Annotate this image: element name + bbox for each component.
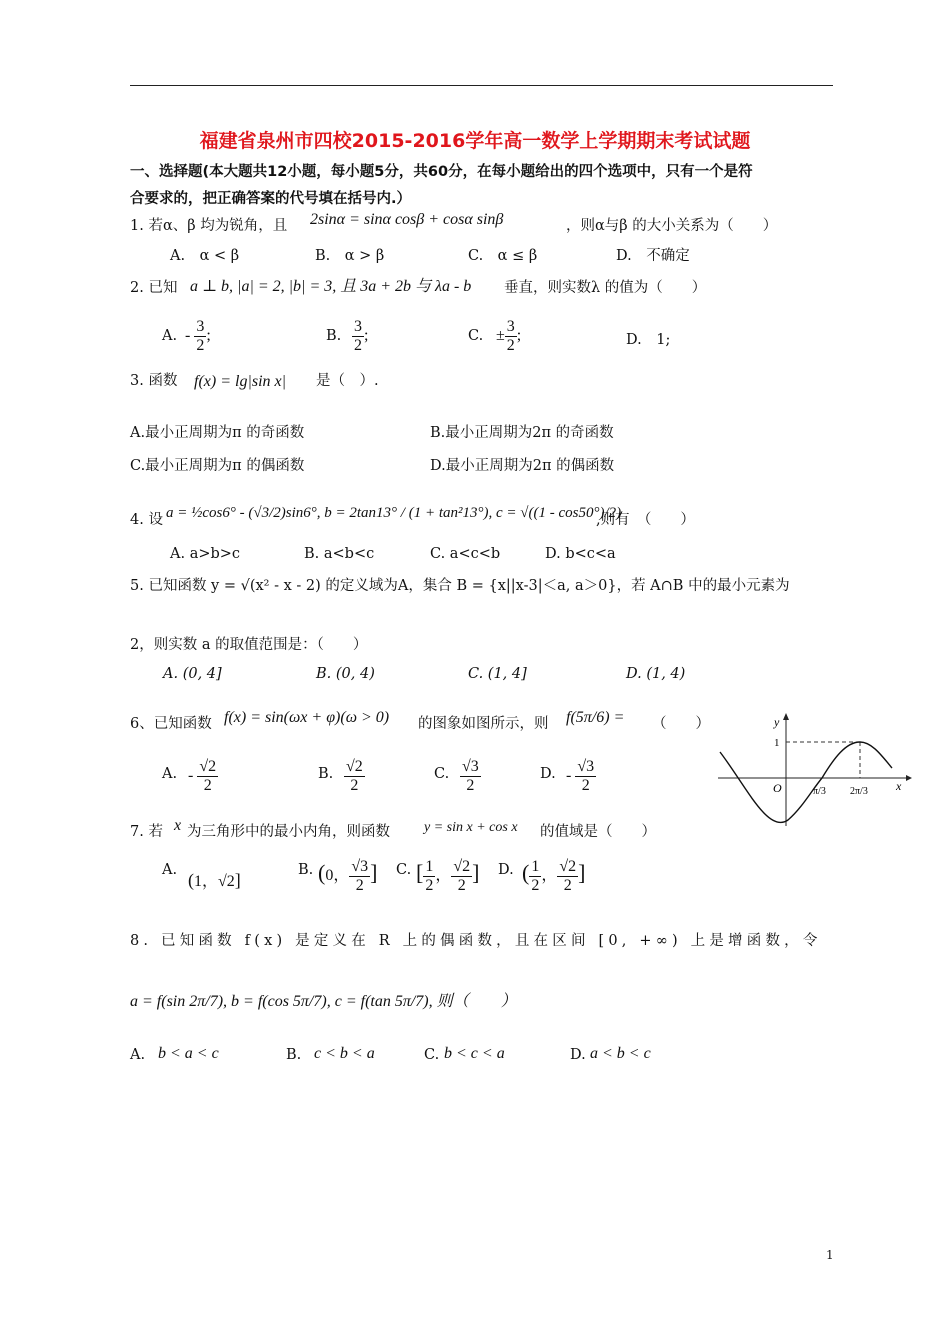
section-heading-line2: 合要求的，把正确答案的代号填在括号内.）	[130, 191, 412, 207]
q4-option-a: A. a>b>c	[170, 546, 241, 562]
q7-option-b: B.	[298, 862, 314, 878]
q7-var: x	[174, 817, 182, 834]
q6-option-b: B.	[318, 766, 334, 782]
q4-option-b: B. a<b<c	[304, 546, 375, 562]
q6-value-a-frac: $\frac{√2}{2}$	[199, 758, 217, 794]
q6-value-d: - $\frac{√3}{2}$	[566, 758, 595, 794]
q4-option-d: D. b<c<a	[545, 546, 616, 562]
q5-stem-line1: 5. 已知函数 y = √(x² - x - 2) 的定义域为A，集合 B = {x||x-3|＜a, a＞0}，若 A∩B 中的最小元素为	[130, 578, 790, 594]
q7-formula: y = sin x + cos x	[424, 820, 518, 835]
q6-formula2: f(5π/6) =	[566, 709, 625, 726]
q7-value-d: ( $\frac{1}{2}$ ， $\frac{√2}{2}$ ]	[522, 858, 586, 894]
q2-option-c: C.	[468, 328, 484, 344]
q6-stem-mid: 的图象如图所示，则	[418, 716, 549, 732]
q6-sine-graph	[716, 708, 912, 828]
q6-option-d: D.	[540, 766, 556, 782]
q7-value-d-frac2: $\frac{√2}{2}$	[559, 858, 577, 894]
y-axis-label: y	[774, 715, 780, 729]
x-axis-arrow-icon	[906, 775, 912, 781]
header-rule	[130, 85, 833, 86]
q2-value-c: ± $\frac{3}{2}$ ;	[496, 318, 522, 354]
q8-value-c: b < c < a	[444, 1045, 505, 1062]
q1-formula: 2sinα = sinα cosβ + cosα sinβ	[310, 211, 504, 228]
q3-option-b: B.最小正周期为2π 的奇函数	[430, 425, 614, 441]
q7-value-c: [ $\frac{1}{2}$ ， $\frac{√2}{2}$ ]	[416, 858, 480, 894]
q8-value-b: c < b < a	[314, 1045, 375, 1062]
q2-value-b-frac: $\frac{3}{2}$	[354, 318, 362, 354]
q8-option-c: C.	[424, 1047, 440, 1063]
q6-value-d-frac: $\frac{√3}{2}$	[577, 758, 595, 794]
q8-stem-line1: 8. 已知函数 f(x) 是定义在 R 上的偶函数，且在区间 [0, +∞) 上是增函数，令	[130, 933, 822, 949]
q4-option-c: C. a<c<b	[430, 546, 501, 562]
q2-value-a-sign: -	[185, 327, 195, 345]
q1-option-c: C. α ≤ β	[468, 248, 538, 264]
q8-value-d: a < b < c	[590, 1045, 651, 1062]
q6-value-b	[344, 758, 365, 795]
q6-stem-post: （ ）	[652, 716, 710, 732]
page-number: 1	[826, 1248, 834, 1262]
q1-stem-post: ，则α与β 的大小关系为（ ）	[566, 218, 778, 234]
q3-option-d: D.最小正周期为2π 的偶函数	[430, 458, 615, 474]
q7-option-c: C.	[396, 862, 412, 878]
x-tick-2pi-3: 2π/3	[850, 786, 868, 797]
y-axis-arrow-icon	[783, 713, 789, 720]
q8-option-d: D.	[570, 1047, 586, 1063]
q8-value-a: b < a < c	[158, 1045, 219, 1062]
q7-stem-mid: 为三角形中的最小内角，则函数	[187, 824, 390, 840]
q7-value-b: (0， $\frac{√3}{2}$ ]	[318, 858, 378, 894]
q6-value-c-frac: $\frac{√3}{2}$	[462, 758, 479, 794]
q1-option-b: B. α > β	[315, 248, 385, 264]
q6-value-b-frac: $\frac{√2}{2}$	[346, 758, 363, 794]
q6-value-a: - $\frac{√2}{2}$	[188, 758, 217, 794]
q1-option-d: D. 不确定	[616, 248, 690, 264]
q2-option-d: D. 1;	[626, 332, 671, 348]
q6-value-c	[460, 758, 481, 795]
y-tick-1: 1	[774, 737, 780, 749]
q6-option-c: C.	[434, 766, 450, 782]
q4-stem-pre: 4. 设	[130, 512, 163, 528]
q2-value-c-frac: $\frac{3}{2}$	[506, 318, 515, 354]
q2-formula: a ⊥ b, |a| = 2, |b| = 3, 且 3a + 2b 与 λa - b	[190, 278, 472, 295]
q7-value-b-frac: $\frac{√3}{2}$	[351, 858, 369, 894]
q5-option-b: B. (0, 4)	[316, 666, 375, 682]
x-tick-pi-3: π/3	[813, 786, 826, 797]
q6-option-a: A.	[162, 766, 178, 782]
origin-label: O	[773, 781, 782, 795]
q5-stem-line2: 2，则实数 a 的取值范围是：（ ）	[130, 637, 368, 653]
q2-value-a-frac: $\frac{3}{2}$	[196, 318, 205, 354]
q2-option-a: A.	[162, 328, 178, 344]
q8-stem-line2: a = f(sin 2π/7), b = f(cos 5π/7), c = f(tan 5π/7), 则（ ）	[130, 993, 517, 1010]
q7-option-a: A.	[162, 862, 178, 878]
q5-option-a: A. (0, 4]	[163, 666, 222, 682]
q7-option-d: D.	[498, 862, 514, 878]
x-axis-label: x	[896, 779, 902, 793]
section-heading-line1: 一、选择题(本大题共12小题，每小题5分，共60分，在每小题给出的四个选项中，只有一个是符	[130, 164, 753, 180]
q2-stem-pre: 2. 已知	[130, 280, 178, 296]
q3-stem-post: 是（ ）.	[316, 373, 379, 389]
q8-option-a: A.	[130, 1047, 146, 1063]
q2-value-b: $\frac{3}{2}$ ;	[354, 318, 369, 354]
q3-option-a: A.最小正周期为π 的奇函数	[130, 425, 305, 441]
q7-value-d-frac1: $\frac{1}{2}$	[531, 858, 540, 894]
q6-stem-pre: 6、已知函数	[130, 716, 212, 732]
q5-option-c: C. (1, 4]	[468, 666, 527, 682]
q7-value-a: (1，√2]	[188, 870, 241, 890]
q4-formula: a = ½cos6° - (√3/2)sin6°, b = 2tan13° / (1 + tan²13°), c = √((1 - cos50°)/2)	[166, 505, 622, 521]
q7-value-c-frac1: $\frac{1}{2}$	[425, 858, 434, 894]
q7-stem-pre: 7. 若	[130, 824, 163, 840]
page-title: 福建省泉州市四校2015-2016学年高一数学上学期期末考试试题	[199, 130, 751, 152]
q4-stem-post: ,则有 （ ）	[596, 512, 695, 528]
q7-value-c-frac2: $\frac{√2}{2}$	[453, 858, 471, 894]
q1-option-a: A. α < β	[170, 248, 240, 264]
q3-stem-pre: 3. 函数	[130, 373, 178, 389]
q8-option-b: B.	[286, 1047, 302, 1063]
q2-value-a: - $\frac{3}{2}$ ;	[185, 318, 211, 354]
q3-option-c: C.最小正周期为π 的偶函数	[130, 458, 305, 474]
q6-formula: f(x) = sin(ωx + φ)(ω > 0)	[224, 709, 390, 726]
sine-curve	[720, 742, 892, 822]
q5-option-d: D. (1, 4)	[626, 666, 686, 682]
q2-option-b: B.	[326, 328, 342, 344]
q1-stem-pre: 1. 若α、β 均为锐角，且	[130, 218, 288, 234]
q3-formula: f(x) = lg|sin x|	[194, 373, 287, 390]
q7-stem-post: 的值域是（ ）	[540, 824, 656, 840]
q2-stem-post: 垂直，则实数λ 的值为（ ）	[504, 280, 707, 296]
